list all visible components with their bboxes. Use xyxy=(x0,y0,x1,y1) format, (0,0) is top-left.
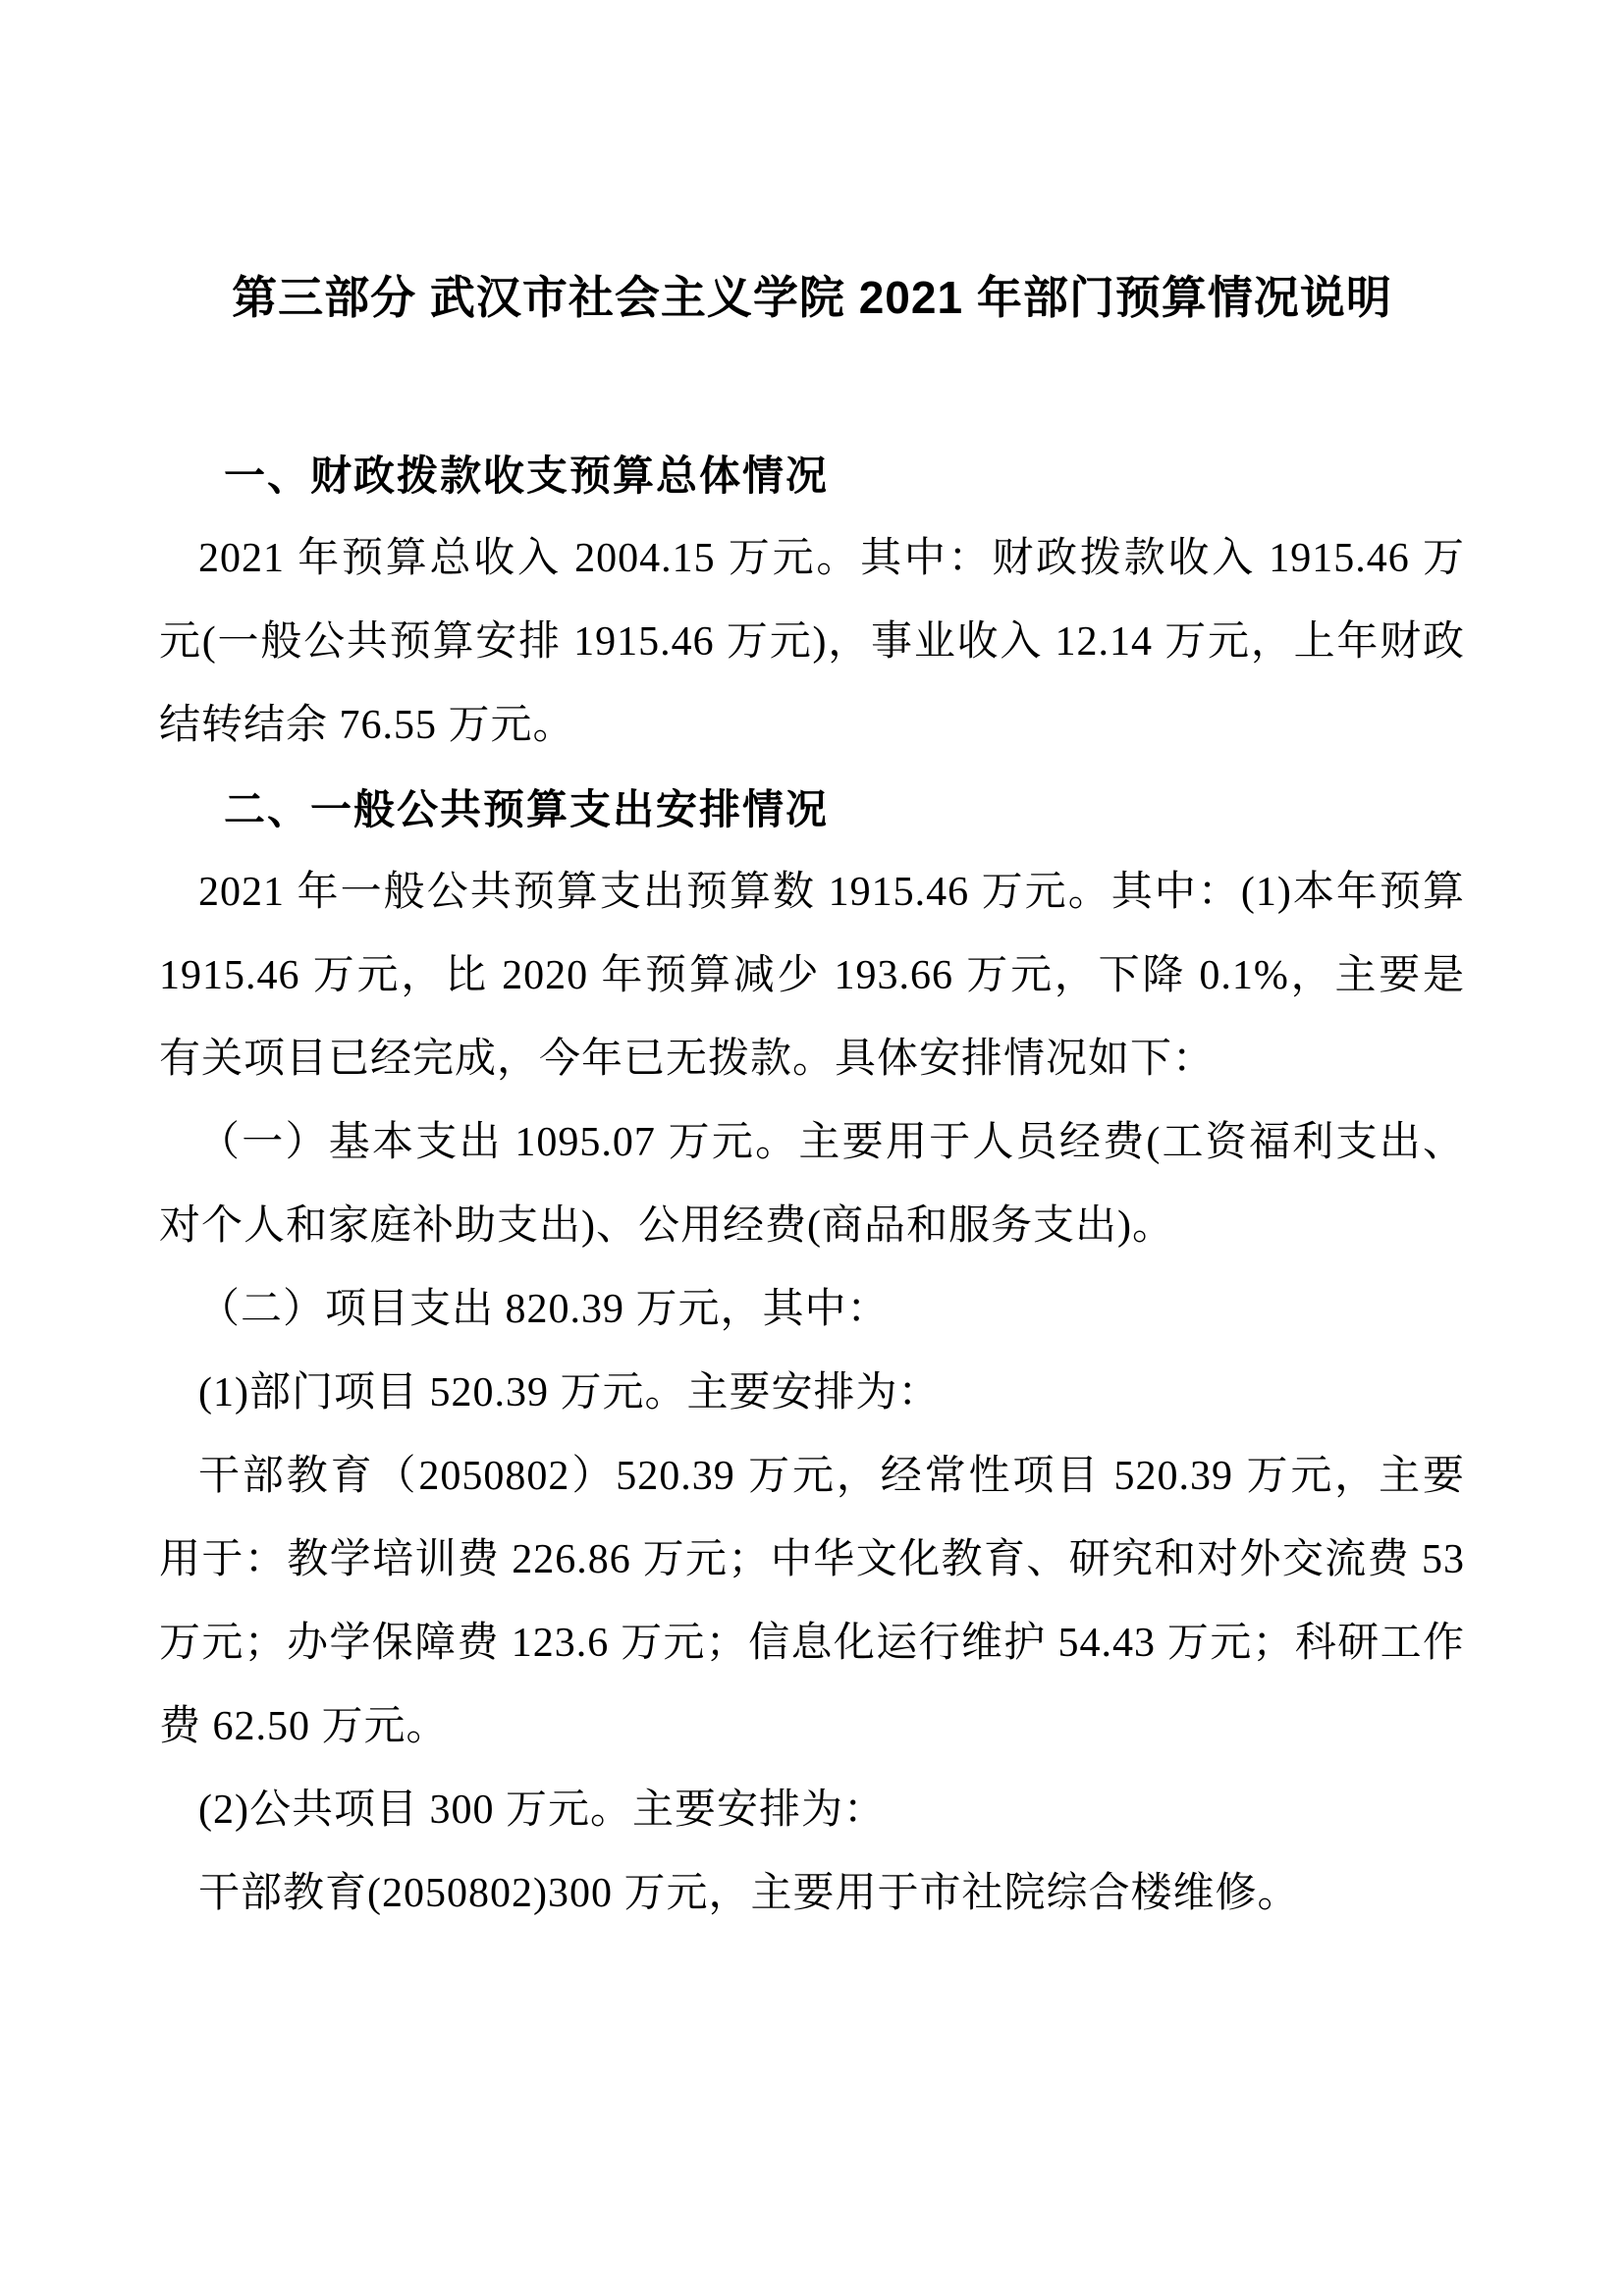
section-2-paragraph-5: 干部教育（2050802）520.39 万元，经常性项目 520.39 万元，主要用于：教学培训费 226.86 万元；中华文化教育、研究和对外交流费 53 万元；办学保障费 123.6 万元；信息化运行维护 54.43 万元；科研工作费 62.50 万元。 xyxy=(159,1454,1465,1749)
section-2-paragraph-7: 干部教育(2050802)300 万元，主要用于市社院综合楼维修。 xyxy=(198,1871,1300,1916)
section-2-paragraph-4: (1)部门项目 520.39 万元。主要安排为： xyxy=(198,1370,941,1415)
section-1-paragraph-1: 2021 年预算总收入 2004.15 万元。其中：财政拨款收入 1915.46 万元(一般公共预算安排 1915.46 万元)，事业收入 12.14 万元，上年财政结转结余 76.55 万元。 xyxy=(159,536,1465,748)
section-2-paragraph-6: (2)公共项目 300 万元。主要安排为： xyxy=(198,1788,886,1833)
section-1-heading: 一、财政拨款收支预算总体情况 xyxy=(224,453,830,499)
section-2-paragraph-1: 2021 年一般公共预算支出预算数 1915.46 万元。其中：(1)本年预算 1915.46 万元，比 2020 年预算减少 193.66 万元，下降 0.1%，主要是有关项目已经完成，今年已无拨款。具体安排情况如下： xyxy=(159,870,1465,1082)
document-title: 第三部分 武汉市社会主义学院 2021 年部门预算情况说明 xyxy=(232,272,1392,323)
section-fiscal-overview xyxy=(159,434,1465,768)
section-budget-expenditure xyxy=(159,768,1465,1936)
section-2-paragraph-3: （二）项目支出 820.39 万元，其中： xyxy=(198,1287,890,1332)
section-2-paragraph-2: （一）基本支出 1095.07 万元。主要用于人员经费(工资福利支出、对个人和家庭补助支出)、公用经费(商品和服务支出)。 xyxy=(159,1120,1465,1249)
section-2-heading: 二、一般公共预算支出安排情况 xyxy=(224,786,830,832)
